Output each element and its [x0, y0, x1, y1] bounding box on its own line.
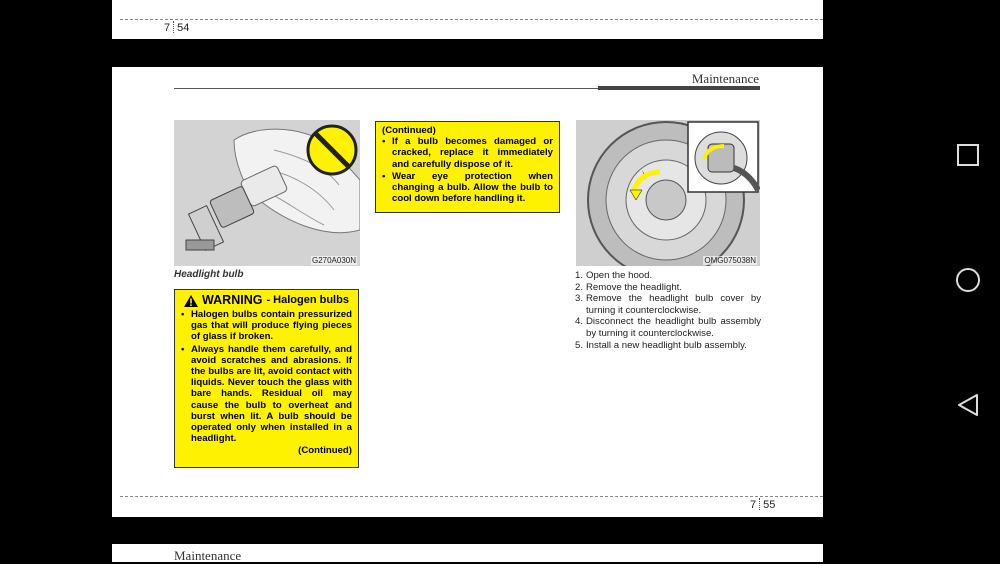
warning-item: • Wear eye protection when changing a bulb. Allow the bulb to cool down before handling it. — [392, 171, 553, 205]
continued-label: (Continued) — [382, 125, 436, 136]
warning-subtitle: - Halogen bulbs — [266, 294, 349, 307]
instruction-steps — [575, 270, 761, 351]
hand-holding-bulb-image — [174, 120, 360, 266]
warning-list — [376, 136, 559, 204]
warning-triangle-icon — [184, 295, 198, 307]
figure-code: OMG075038N — [704, 256, 756, 265]
page-header-title: Maintenance — [691, 71, 759, 86]
warning-continued-box — [375, 121, 560, 213]
figure-caption: Headlight bulb — [174, 269, 244, 280]
warning-list — [175, 309, 358, 444]
headlight-rear-image — [576, 120, 760, 266]
figure-code: G270A030N — [311, 256, 356, 265]
step-item: 5. Install a new headlight bulb assembly. — [575, 339, 747, 351]
back-icon[interactable] — [955, 392, 981, 418]
next-page — [112, 544, 823, 562]
page-header-title: Maintenance — [174, 548, 242, 563]
previous-page — [112, 0, 823, 39]
header-rule-accent — [598, 86, 760, 90]
page-number-value: 54 — [177, 22, 190, 34]
warning-box — [174, 289, 359, 468]
headlight-assembly-illustration — [576, 120, 760, 266]
navigation-bar — [935, 0, 1000, 562]
warning-header — [175, 295, 358, 307]
headlight-bulb-illustration — [174, 120, 360, 266]
step-item: 1. Open the hood. — [575, 270, 653, 281]
page-divider-dashed — [120, 19, 823, 20]
warning-item: • If a bulb becomes damaged or cracked, replace it immediately and carefully dispose of it. — [392, 136, 553, 170]
page-number — [750, 498, 775, 511]
step-item: 3. Remove the headlight bulb cover by turning it counterclockwise. — [575, 293, 761, 316]
continued-label: (Continued) — [298, 445, 352, 457]
warning-item: • Always handle them carefully, and avoid scratches and abrasions. If the bulbs are lit, avoid contact with liquids. Never touch the glass with bare hands. Residual oil may cause the bulb to overheat and burst when lit. A bulb should be operated only when installed in a headlight. — [191, 344, 352, 445]
step-item: 2. Remove the headlight. — [575, 281, 682, 293]
page-number-value: 55 — [763, 499, 776, 511]
warning-item: • Halogen bulbs contain pressurized gas that will produce flying pieces of glass if broken. — [191, 309, 352, 343]
home-icon[interactable] — [955, 267, 981, 293]
manual-page — [112, 67, 823, 517]
warning-title: WARNING — [202, 293, 263, 308]
step-item: 4. Disconnect the headlight bulb assembly by turning it counterclockwise. — [575, 316, 761, 339]
page-divider-dashed — [120, 496, 823, 497]
recent-apps-icon[interactable] — [955, 142, 981, 168]
chapter-number: 7 — [750, 499, 757, 511]
page-number — [164, 21, 189, 34]
chapter-number: 7 — [164, 22, 171, 34]
